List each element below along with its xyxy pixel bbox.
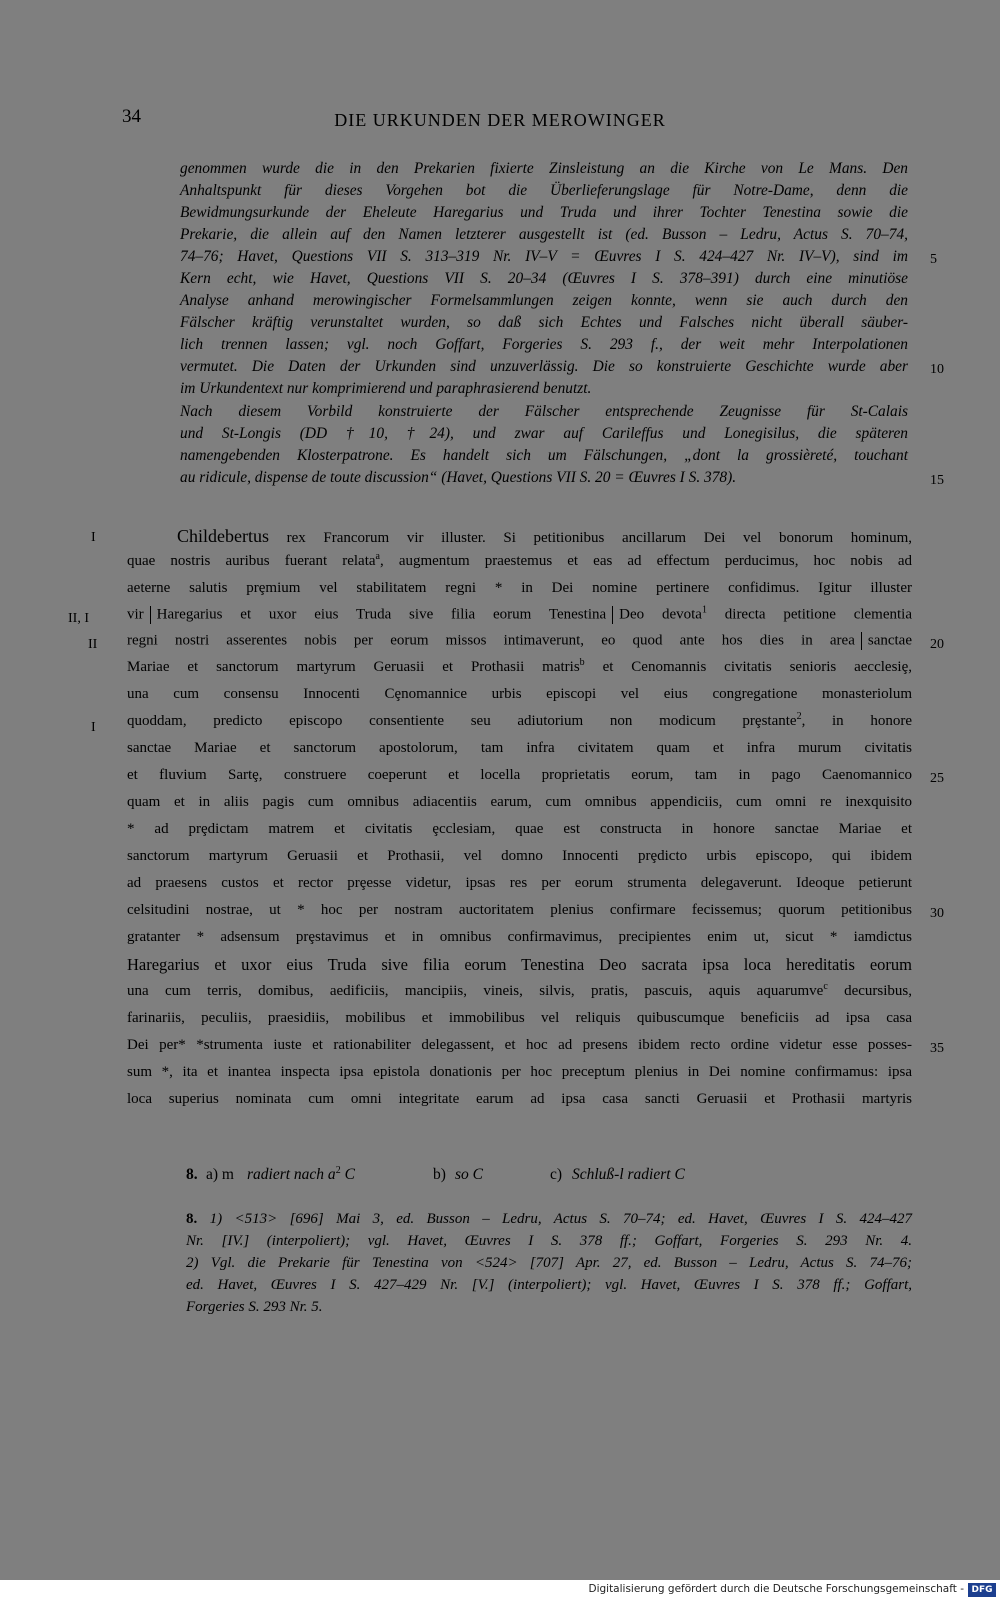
variant-a-label: a) m xyxy=(206,1166,234,1183)
commentary-line: Fälscher kräftig verunstaltet wurden, so daß sich Echtes und Falsches nicht überall säuber- xyxy=(180,314,908,331)
charter-line: quam et in aliis pagis cum omnibus adiacentiis earum, cum omnibus appendiciis, cum omni re inexquisito xyxy=(127,794,912,810)
dfg-logo: DFG xyxy=(968,1583,996,1597)
variant-number: 8. xyxy=(186,1166,198,1183)
footnote-line: Nr. [IV.] (interpoliert); vgl. Havet, Œuvres I S. 378 ff.; Goffart, Forgeries S. 293 Nr. 4. xyxy=(186,1233,912,1249)
charter-line: celsitudini nostrae, ut * hoc per nostram auctoritatem plenius confirmare fecissemus; quorum petitionibus xyxy=(127,902,912,918)
commentary-line: Nach diesem Vorbild konstruierte der Fälscher entsprechende Zeugnisse für St-Calais xyxy=(180,403,908,420)
footnote-line: ed. Havet, Œuvres I S. 427–429 Nr. [V.] (interpoliert); vgl. Havet, Œuvres I S. 378 ff.; Goffart, xyxy=(186,1277,912,1293)
line-number: 20 xyxy=(930,637,944,652)
charter-incipit: Childebertus xyxy=(177,526,269,546)
footnote-line: Forgeries S. 293 Nr. 5. xyxy=(186,1299,323,1315)
line-number: 25 xyxy=(930,771,944,786)
commentary-line: Anhaltspunkt für dieses Vorgehen bot die Überlieferungslage für Notre-Dame, denn die xyxy=(180,182,908,199)
commentary-line: Prekarie, die allein auf den Namen letzterer ausgestellt ist (ed. Busson – Ledru, Actus S. 70–74, xyxy=(180,226,908,243)
digitization-footer xyxy=(0,1580,1000,1600)
charter-line: ad praesens custos et rector prȩesse videtur, ipsas res per eorum strumenta delegaverunt. Ideoque petierunt xyxy=(127,875,912,891)
charter-line: * ad prȩdictam matrem et civitatis ȩcclesiam, quae est constructa in honore sanctae Mariae et xyxy=(127,821,912,837)
margin-siglum: I xyxy=(91,530,96,545)
line-number: 15 xyxy=(930,473,944,488)
commentary-line: Kern echt, wie Havet, Questions VII S. 20–34 (Œuvres I S. 378–391) durch eine minutiöse xyxy=(180,270,908,287)
margin-siglum: II, I xyxy=(68,611,89,626)
charter-line: quoddam, predicto episcopo consentiente seu adiutorium non modicum prȩstante$^2$, in honore xyxy=(127,711,912,729)
variant-b-text: so C xyxy=(455,1166,483,1183)
charter-line: sanctae Mariae et sanctorum apostolorum, tam infra civitatem quam et infra murum civitatis xyxy=(127,740,912,756)
charter-line: sum *, ita et inantea inspecta ipsa epistola donationis per hoc preceptum plenius in Dei nomine confirmamus: ipsa xyxy=(127,1064,912,1080)
siglum-divider xyxy=(612,606,613,624)
charter-line: quae nostris auribus fuerant relata$^a$, augmentum praestemus et eas ad effectum perducimus, hoc nobis ad xyxy=(127,551,912,569)
page-number: 34 xyxy=(122,106,141,127)
commentary-line: und St-Longis (DD †10, †24), und zwar auf Carileffus und Lonegisilus, die späteren xyxy=(180,425,908,442)
commentary-line: Bewidmungsurkunde der Eheleute Haregarius und Truda und ihrer Tochter Tenestina sowie die xyxy=(180,204,908,221)
charter-line: una cum terris, domibus, aedificiis, mancipiis, vineis, silvis, pratis, pascuis, aquis aquarumve$^c$ decursibus, xyxy=(127,981,913,999)
siglum-divider xyxy=(861,632,862,650)
charter-line: vir Haregarius et uxor eius Truda sive filia eorum Tenestina Deo devota$^1$ directa petitione clementia xyxy=(127,604,912,623)
commentary-line: 74–76; Havet, Questions VII S. 313–319 Nr. IV–V = Œuvres I S. 424–427 Nr. IV–V), sind im xyxy=(180,248,908,265)
siglum-divider xyxy=(150,606,151,624)
charter-line: farinariis, peculiis, praesidiis, mobilibus et immobilibus vel reliquis quibuscumque beneficiis ad ipsa casa xyxy=(127,1010,912,1026)
charter-line: una cum consensu Innocenti Cȩnomannice urbis episcopi vel eius congregatione monasteriolum xyxy=(127,686,912,702)
footnote-line: 2) Vgl. die Prekarie für Tenestina von <524> [707] Apr. 27, ed. Busson – Ledru, Actus S. 74–76; xyxy=(186,1255,912,1271)
margin-siglum: I xyxy=(91,720,96,735)
line-number: 10 xyxy=(930,362,944,377)
charter-line: sanctorum martyrum Geruasii et Prothasii, vel domno Innocenti prȩdicto urbis episcopo, qui ibidem xyxy=(127,848,912,864)
charter-line xyxy=(127,526,912,547)
variant-b-label: b) xyxy=(433,1166,446,1183)
running-title: DIE URKUNDEN DER MEROWINGER xyxy=(334,110,666,130)
charter-line: et fluvium Sartȩ, construere coeperunt et locella proprietatis eorum, tam in pago Caenomannico xyxy=(127,767,912,783)
commentary-line: lich trennen lassen; vgl. noch Goffart, Forgeries S. 293 f., der weit mehr Interpolationen xyxy=(180,336,908,353)
charter-line: regni nostri asserentes nobis per eorum missos intimaverunt, eo quod ante hos dies in area sanctae xyxy=(127,632,912,649)
line-number: 5 xyxy=(930,252,937,267)
variant-a-text: radiert nach $a^2$ C xyxy=(247,1164,355,1183)
margin-siglum: II xyxy=(88,637,98,652)
charter-line: loca superius nominata cum omni integritate earum ad ipsa casa sancti Geruasii et Prothasii martyris xyxy=(127,1091,912,1107)
commentary-line: au ridicule, dispense de toute discussion“ (Havet, Questions VII S. 20 = Œuvres I S. 378). xyxy=(180,469,737,486)
charter-line: Dei per* *strumenta iuste et rationabiliter delegassent, et hoc ad presens ibidem recto ordine videtur esse posses- xyxy=(127,1037,912,1053)
variant-c-label: c) xyxy=(550,1166,563,1183)
charter-line: Haregarius et uxor eius Truda sive filia eorum Tenestina Deo sacrata ipsa loca hereditatis eorum xyxy=(127,955,912,974)
variant-c-text: Schluß-l radiert C xyxy=(572,1166,685,1183)
footnote-line: 8. 1) <513> [696] Mai 3, ed. Busson – Ledru, Actus S. 70–74; ed. Havet, Œuvres I S. 424–427 xyxy=(186,1211,912,1227)
charter-line: aeterne salutis prȩmium vel stabilitatem regni * in Dei nomine pertinere confidimus. Igitur illuster xyxy=(127,580,912,596)
commentary-line: im Urkundentext nur komprimierend und paraphrasierend benutzt. xyxy=(180,380,592,397)
commentary-line: genommen wurde die in den Prekarien fixierte Zinsleistung an die Kirche von Le Mans. Den xyxy=(180,160,908,177)
commentary-line: namengebenden Klosterpatrone. Es handelt sich um Fälschungen, „dont la grossièreté, touchant xyxy=(180,447,908,464)
charter-text: rex Francorum vir illuster. Si petitionibus ancillarum Dei vel bonorum hominum, xyxy=(269,530,912,546)
commentary-line: Analyse anhand merowingischer Formelsammlungen zeigen konnte, wenn sie auch durch den xyxy=(180,292,908,309)
line-number: 35 xyxy=(930,1041,944,1056)
line-number: 30 xyxy=(930,906,944,921)
commentary-line: vermutet. Die Daten der Urkunden sind unzuverlässig. Die so konstruierte Geschichte wurde aber xyxy=(180,358,908,375)
footer-credit: Digitalisierung gefördert durch die Deutsche Forschungsgemeinschaft - xyxy=(588,1583,964,1595)
charter-line: Mariae et sanctorum martyrum Geruasii et Prothasii matris$^b$ et Cenomannis civitatis senioris aecclesiȩ, xyxy=(127,657,912,675)
charter-line: gratanter * adsensum prȩstavimus et in omnibus confirmavimus, precipientes enim ut, sicut * iamdictus xyxy=(127,929,912,945)
